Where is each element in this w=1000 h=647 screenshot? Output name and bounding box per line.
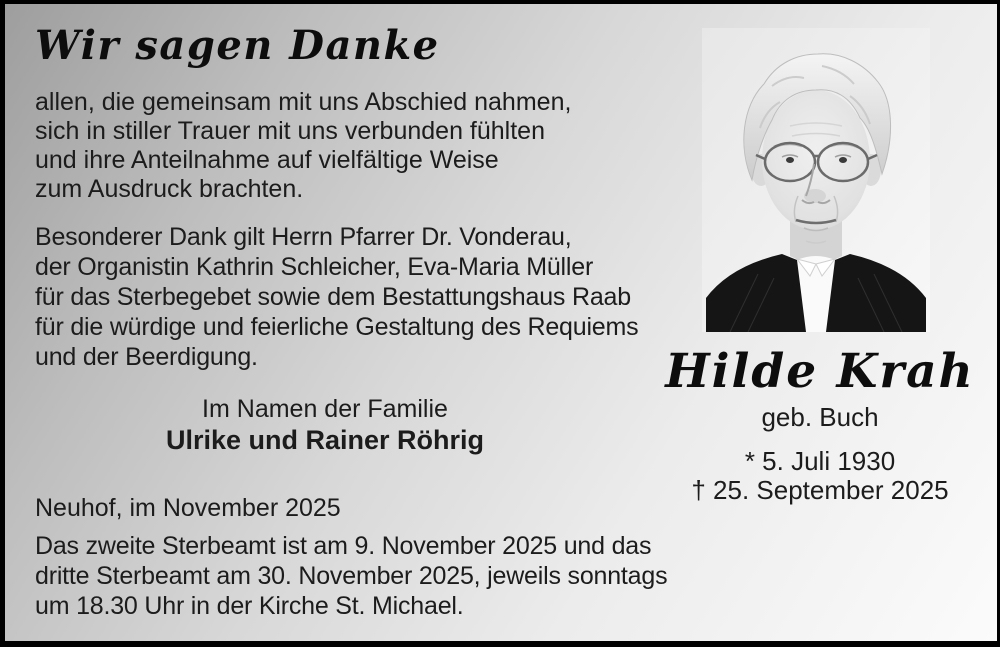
- special-thanks-line: für das Sterbegebet sowie dem Bestattungshaus Raab: [35, 283, 631, 311]
- service-info-line: dritte Sterbeamt am 30. November 2025, jeweils sonntags: [35, 562, 668, 590]
- dateline: Neuhof, im November 2025: [35, 494, 341, 522]
- acknowledgement-paragraph: [35, 88, 571, 204]
- portrait-photo-illustration: [702, 28, 930, 332]
- maiden-name: geb. Buch: [761, 402, 879, 432]
- special-thanks-line: und der Beerdigung.: [35, 343, 258, 371]
- life-dates: [650, 447, 990, 505]
- family-intro: Im Namen der Familie: [202, 395, 448, 423]
- acknowledgement-line: sich in stiller Trauer mit uns verbunden fühlten: [35, 117, 545, 145]
- service-info-line: um 18.30 Uhr in der Kirche St. Michael.: [35, 592, 464, 620]
- headline: Wir sagen Danke: [35, 22, 440, 69]
- special-thanks-line: für die würdige und feierliche Gestaltung des Requiems: [35, 313, 639, 341]
- death-date: † 25. September 2025: [691, 475, 949, 505]
- acknowledgement-line: allen, die gemeinsam mit uns Abschied nahmen,: [35, 88, 572, 116]
- deceased-name: Hilde Krah: [665, 344, 975, 399]
- special-thanks-paragraph: [35, 222, 638, 372]
- family-signature: [35, 394, 615, 456]
- birth-date: * 5. Juli 1930: [744, 446, 896, 476]
- special-thanks-line: der Organistin Kathrin Schleicher, Eva-Maria Müller: [35, 253, 594, 281]
- service-info-line: Das zweite Sterbeamt ist am 9. November 2025 und das: [35, 532, 652, 560]
- special-thanks-line: Besonderer Dank gilt Herrn Pfarrer Dr. Vonderau,: [35, 223, 572, 251]
- family-names: Ulrike und Rainer Röhrig: [165, 425, 485, 455]
- acknowledgement-line: und ihre Anteilnahme auf vielfältige Weise: [35, 146, 499, 174]
- service-info-paragraph: [35, 531, 667, 621]
- deceased-block: [650, 346, 990, 505]
- acknowledgement-line: zum Ausdruck brachten.: [35, 175, 304, 203]
- portrait-photo: [702, 28, 930, 332]
